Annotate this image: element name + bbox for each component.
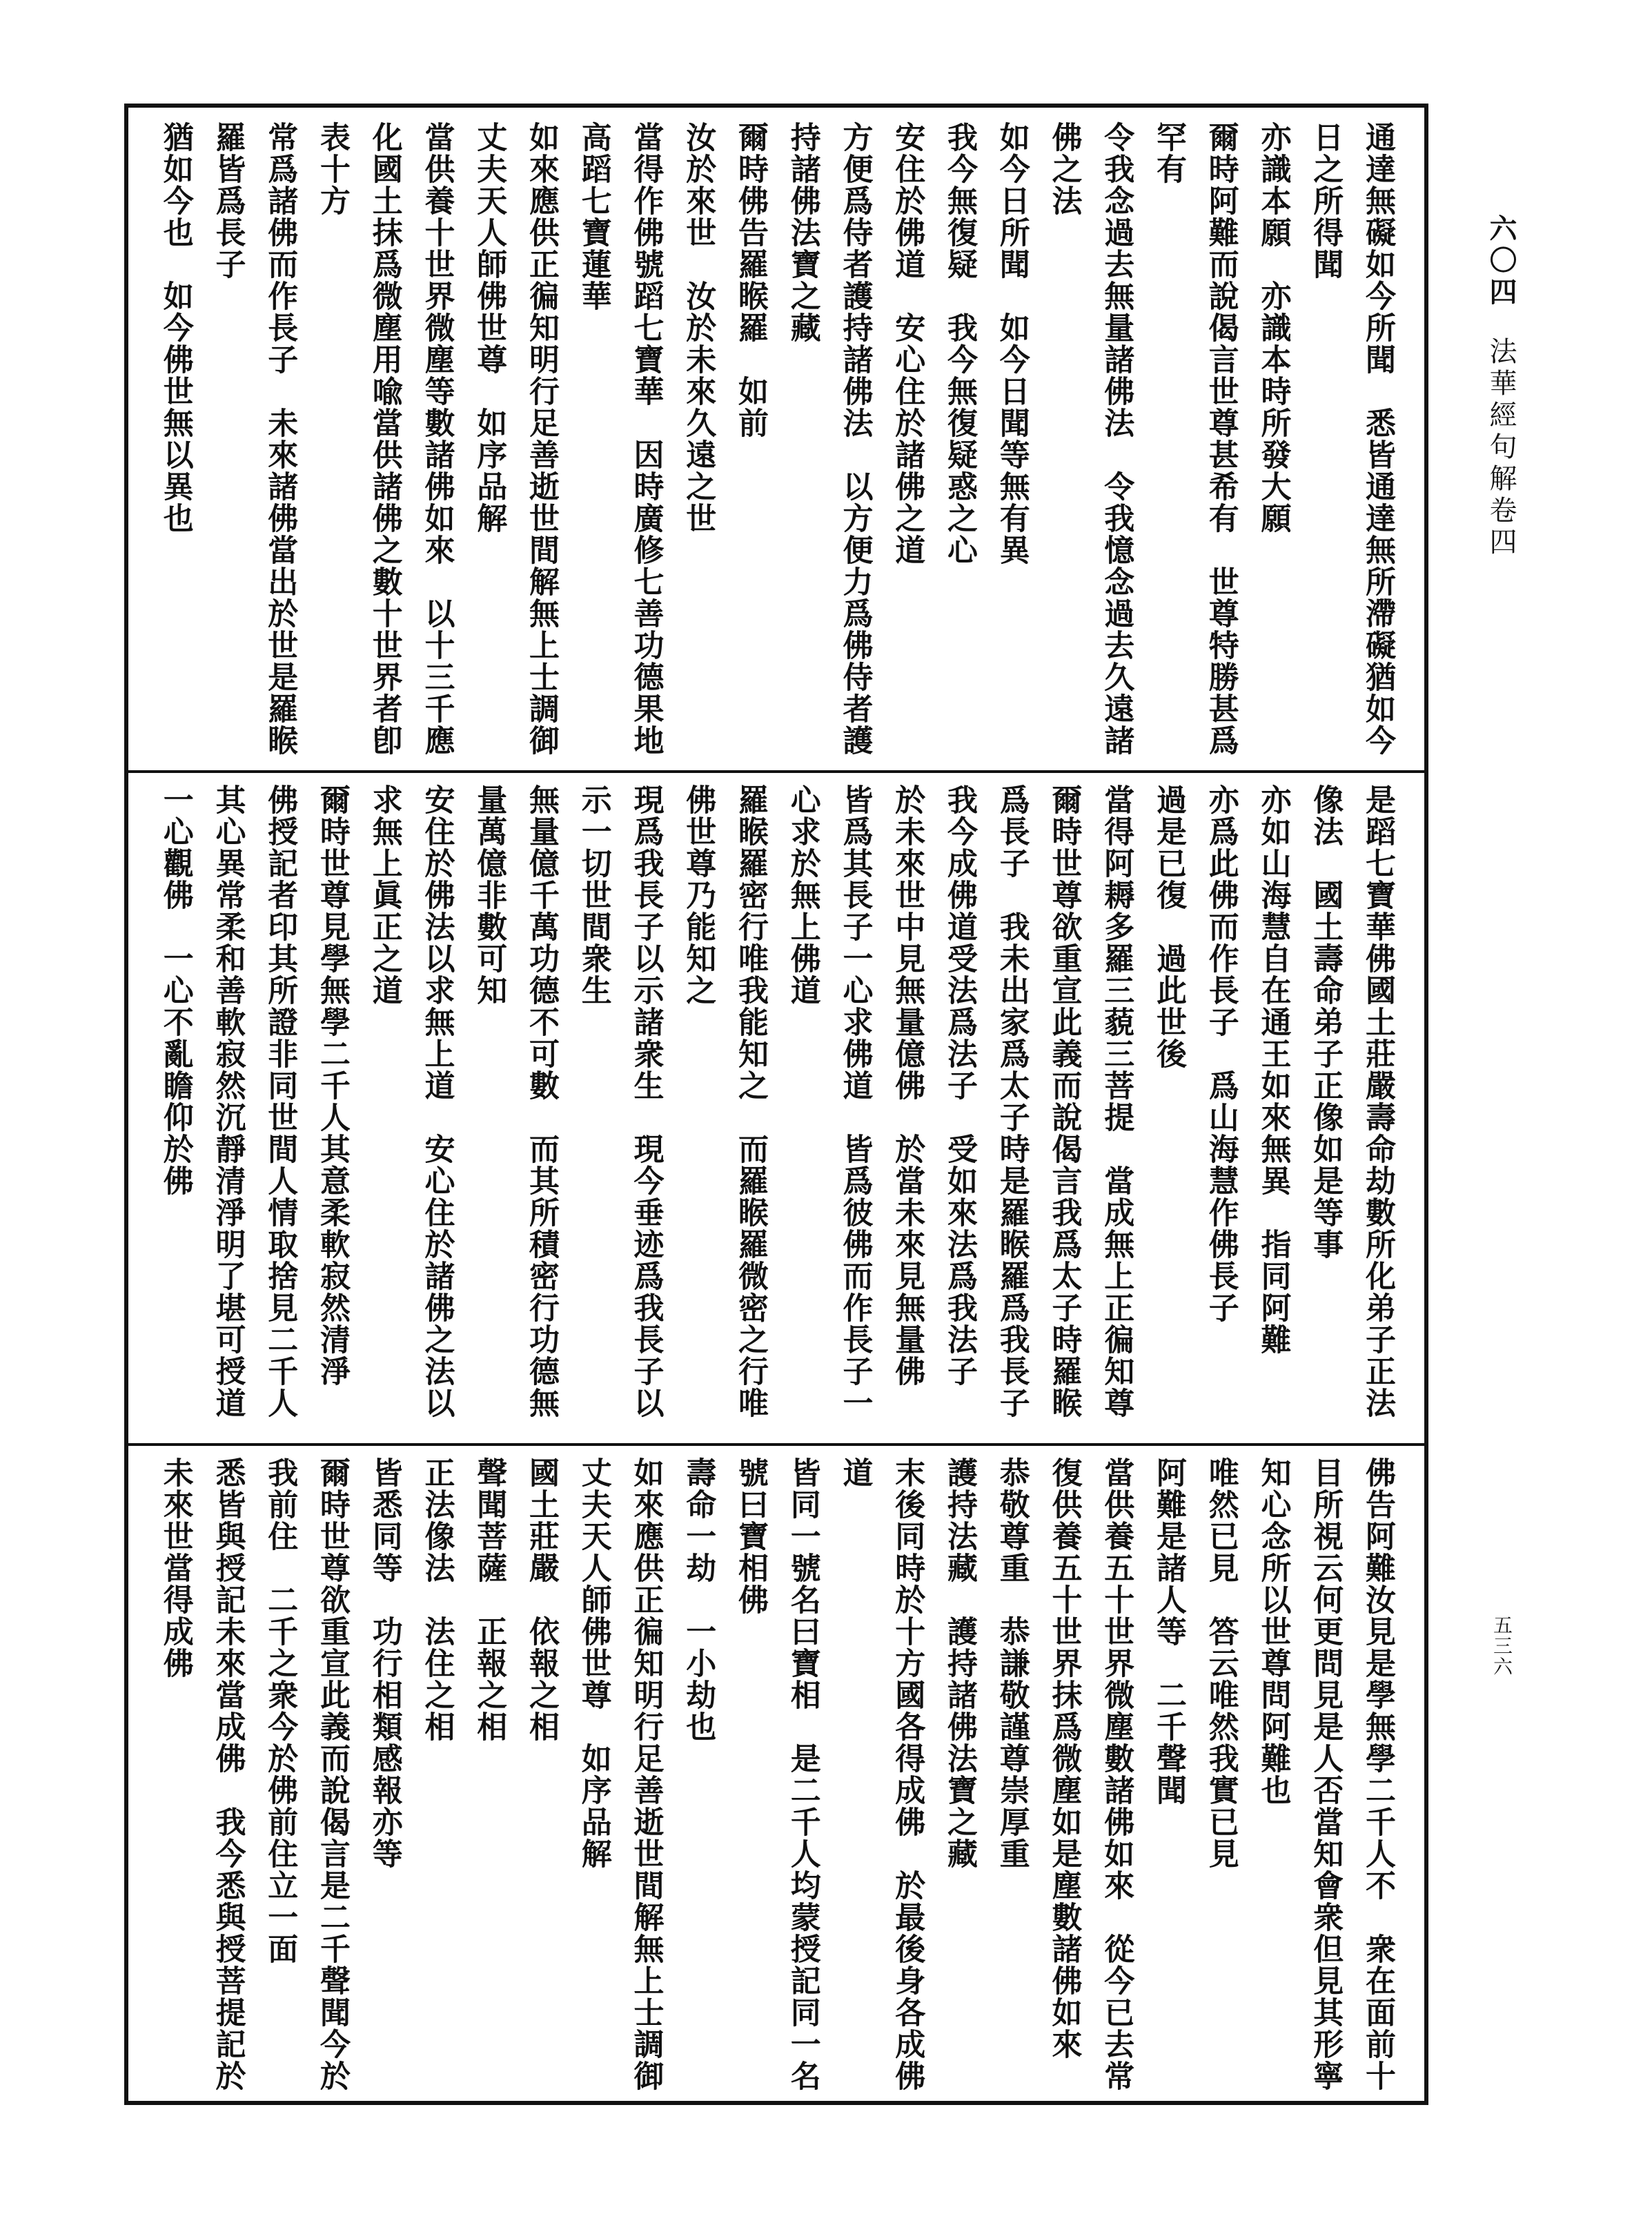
text-column: 爾時世尊欲重宣此義而說偈言我爲太子時羅睺	[1046, 784, 1082, 1419]
text-column: 爾時世尊欲重宣此義而說偈言是二千聲聞今於	[315, 1457, 350, 2092]
text-column: 示一切世間衆生	[576, 784, 611, 1006]
text-column: 皆同一號名曰寶相 是二千人均蒙授記同一名	[785, 1457, 820, 2092]
text-column: 爾時阿難而說偈言世尊甚希有 世尊特勝甚爲	[1203, 121, 1239, 756]
book-title: 法華經句解卷四	[1485, 337, 1517, 559]
text-column: 當得阿耨多羅三藐三菩提 當成無上正徧知尊	[1099, 784, 1134, 1419]
text-column: 知心念所以世尊問阿難也	[1255, 1457, 1291, 1806]
text-column: 化國土抹爲微塵用喩當供諸佛之數十世界者卽	[366, 121, 402, 756]
text-column: 方便爲侍者護持諸佛法 以方便力爲佛侍者護	[837, 121, 873, 756]
text-column: 常爲諸佛而作長子 未來諸佛當出於世是羅睺	[262, 121, 298, 756]
text-column: 佛之法	[1046, 121, 1082, 217]
text-column: 持諸佛法寶之藏	[785, 121, 820, 344]
text-column: 亦爲此佛而作長子 爲山海慧作佛長子	[1203, 784, 1239, 1324]
text-column: 國土莊嚴 依報之相	[524, 1457, 559, 1743]
text-column: 爲長子 我未出家爲太子時是羅睺羅爲我長子	[994, 784, 1030, 1419]
text-column: 高蹈七寶蓮華	[576, 121, 611, 312]
text-column: 像法 國土壽命弟子正像如是等事	[1308, 784, 1344, 1260]
text-column: 皆爲其長子一心求佛道 皆爲彼佛而作長子一	[837, 784, 873, 1419]
text-panel-top	[149, 121, 1404, 760]
text-column: 恭敬尊重 恭謙敬謹尊崇厚重	[994, 1457, 1030, 1870]
text-column: 護持法藏 護持諸佛法寶之藏	[942, 1457, 977, 1870]
text-column: 如今日所聞 如今日聞等無有異	[994, 121, 1030, 566]
text-column: 過是已復 過此世後	[1151, 784, 1186, 1070]
text-column: 通達無礙如今所聞 悉皆通達無所滯礙猶如今	[1360, 121, 1395, 756]
page-header	[1482, 214, 1521, 559]
text-column: 汝於來世 汝於未來久遠之世	[680, 121, 716, 534]
text-column: 無量億千萬功德不可數 而其所積密行功德無	[524, 784, 559, 1419]
text-column: 安住於佛道 安心住於諸佛之道	[889, 121, 925, 566]
panel-divider	[128, 1443, 1424, 1446]
text-column: 現爲我長子以示諸衆生 現今垂迹爲我長子以	[628, 784, 664, 1419]
text-column: 目所視云何更問見是人否當知會衆但見其形寧	[1308, 1457, 1344, 2092]
text-column: 當得作佛號蹈七寶華 因時廣修七善功德果地	[628, 121, 664, 756]
text-column: 求無上眞正之道	[366, 784, 402, 1006]
text-panel-middle	[149, 784, 1404, 1433]
text-column: 阿難是諸人等 二千聲聞	[1151, 1457, 1186, 1806]
text-column: 丈夫天人師佛世尊 如序品解	[576, 1457, 611, 1870]
text-column: 心求於無上佛道	[785, 784, 820, 1006]
text-column: 悉皆與授記未來當成佛 我今悉與授菩提記於	[210, 1457, 246, 2092]
text-column: 當供養五十世界微塵數諸佛如來 從今已去常	[1099, 1457, 1134, 2092]
leaf-number: 五三六	[1491, 1615, 1513, 1677]
text-column: 我前住 二千之衆今於佛前住立一面	[262, 1457, 298, 1965]
text-column: 表十方	[315, 121, 350, 217]
text-column: 如來應供正徧知明行足善逝世間解無上士調御	[524, 121, 559, 756]
text-column: 安住於佛法以求無上道 安心住於諸佛之法以	[419, 784, 455, 1419]
text-column: 亦識本願 亦識本時所發大願	[1255, 121, 1291, 534]
text-column: 丈夫天人師佛世尊 如序品解	[471, 121, 507, 534]
text-column: 皆悉同等 功行相類感報亦等	[366, 1457, 402, 1870]
text-column: 復供養五十世界抹爲微塵如是塵數諸佛如來	[1046, 1457, 1082, 2060]
panel-divider	[128, 770, 1424, 773]
text-column: 我今成佛道受法爲法子 受如來法爲我法子	[942, 784, 977, 1387]
page-frame	[124, 104, 1428, 2105]
text-column: 道	[837, 1457, 873, 1489]
text-column: 未來世當得成佛	[157, 1457, 193, 1679]
text-column: 正法像法 法住之相	[419, 1457, 455, 1743]
text-column: 量萬億非數可知	[471, 784, 507, 1006]
text-column: 壽命一劫 一小劫也	[680, 1457, 716, 1743]
text-column: 佛告阿難汝見是學無學二千人不 衆在面前十	[1360, 1457, 1395, 2092]
text-column: 是蹈七寶華佛國土莊嚴壽命劫數所化弟子正法	[1360, 784, 1395, 1419]
text-column: 爾時佛告羅睺羅 如前	[733, 121, 768, 439]
text-column: 佛授記者印其所證非同世間人情取捨見二千人	[262, 784, 298, 1419]
text-column: 爾時世尊見學無學二千人其意柔軟寂然清淨	[315, 784, 350, 1387]
text-column: 罕有	[1151, 121, 1186, 185]
text-column: 唯然已見 答云唯然我實已見	[1203, 1457, 1239, 1870]
text-column: 聲聞菩薩 正報之相	[471, 1457, 507, 1743]
text-column: 佛世尊乃能知之	[680, 784, 716, 1006]
text-column: 令我念過去無量諸佛法 令我憶念過去久遠諸	[1099, 121, 1134, 756]
text-column: 亦如山海慧自在通王如來無異 指同阿難	[1255, 784, 1291, 1355]
text-column: 末後同時於十方國各得成佛 於最後身各成佛	[889, 1457, 925, 2092]
text-column: 一心觀佛 一心不亂瞻仰於佛	[157, 784, 193, 1197]
text-column: 號曰寶相佛	[733, 1457, 768, 1616]
text-column: 羅皆爲長子	[210, 121, 246, 280]
text-column: 當供養十世界微塵等數諸佛如來 以十三千應	[419, 121, 455, 756]
text-column: 我今無復疑 我今無復疑惑之心	[942, 121, 977, 566]
text-column: 日之所得聞	[1308, 121, 1344, 280]
page-number: 六〇四	[1485, 214, 1517, 309]
text-column: 猶如今也 如今佛世無以異也	[157, 121, 193, 534]
text-column: 於未來世中見無量億佛 於當未來見無量佛	[889, 784, 925, 1387]
text-column: 其心異常柔和善軟寂然沉靜清淨明了堪可授道	[210, 784, 246, 1419]
text-panel-bottom	[149, 1457, 1404, 2092]
text-column: 如來應供正徧知明行足善逝世間解無上士調御	[628, 1457, 664, 2092]
text-column: 羅睺羅密行唯我能知之 而羅睺羅微密之行唯	[733, 784, 768, 1419]
